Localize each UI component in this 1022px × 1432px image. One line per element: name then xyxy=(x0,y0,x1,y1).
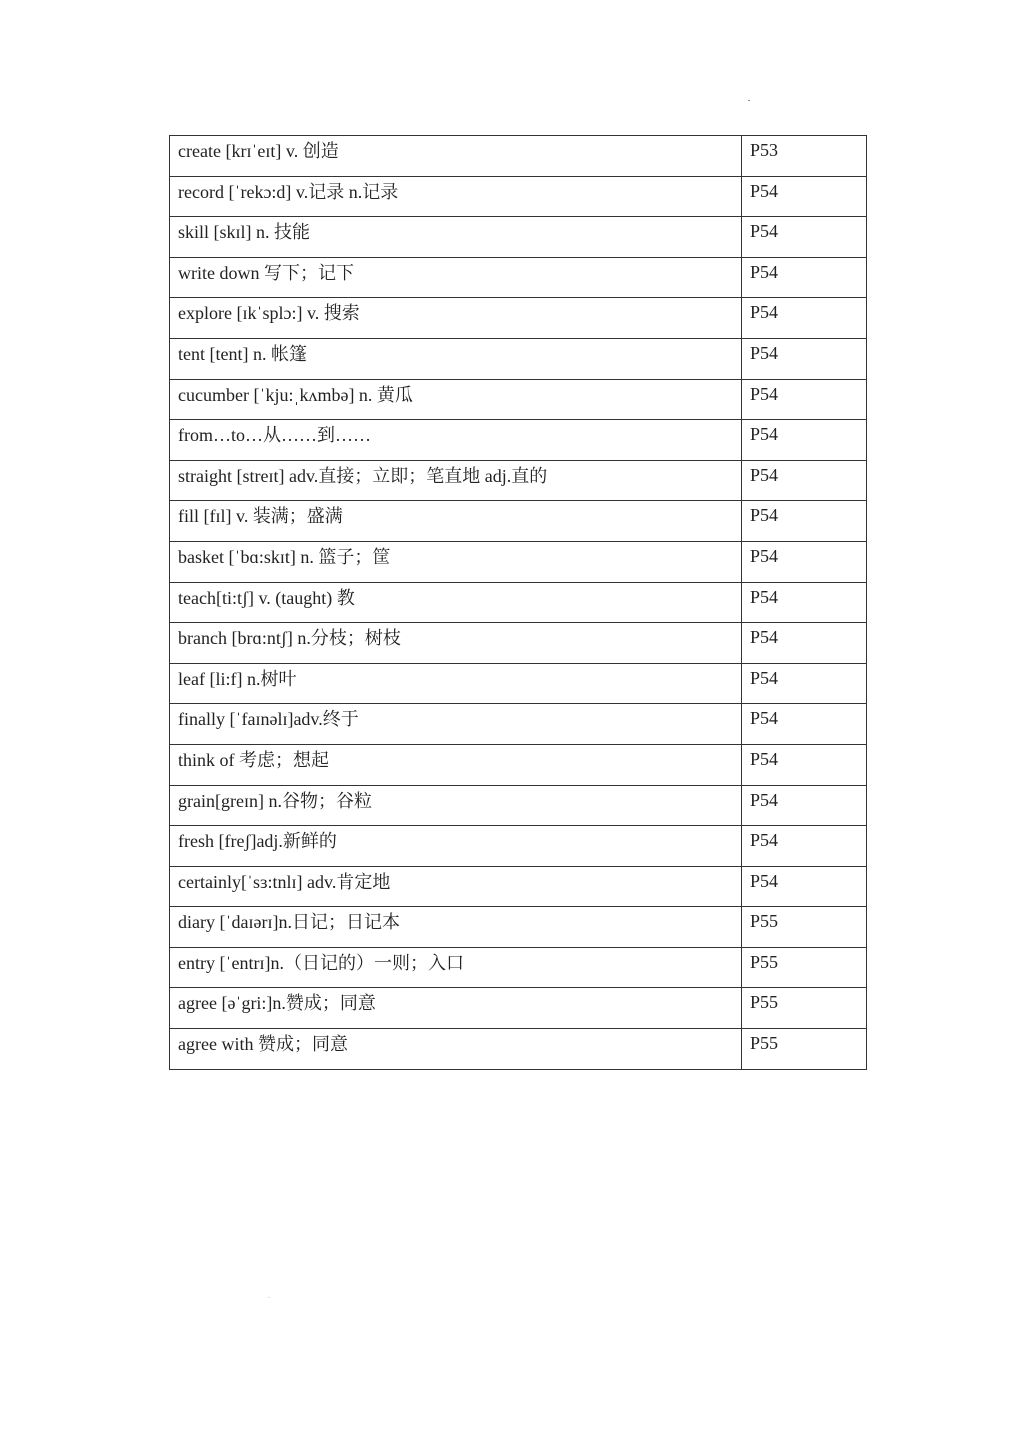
page-reference: P54 xyxy=(742,704,867,745)
page-reference: P55 xyxy=(742,1029,867,1070)
table-row xyxy=(170,663,867,704)
table-row xyxy=(170,338,867,379)
vocabulary-entry: fill [fɪl] v. 装满；盛满 xyxy=(170,501,742,542)
page-reference: P54 xyxy=(742,217,867,258)
page-reference: P54 xyxy=(742,420,867,461)
table-row xyxy=(170,826,867,867)
page-reference: P54 xyxy=(742,663,867,704)
vocabulary-entry: tent [tent] n. 帐篷 xyxy=(170,338,742,379)
vocabulary-entry: cucumber [ˈkju:ˌkʌmbə] n. 黄瓜 xyxy=(170,379,742,420)
table-row xyxy=(170,541,867,582)
vocabulary-entry: basket [ˈbɑ:skɪt] n. 篮子；筐 xyxy=(170,541,742,582)
vocabulary-entry: agree with 赞成；同意 xyxy=(170,1029,742,1070)
vocabulary-entry: fresh [freʃ]adj.新鲜的 xyxy=(170,826,742,867)
table-row xyxy=(170,136,867,177)
vocabulary-entry: think of 考虑；想起 xyxy=(170,744,742,785)
page-reference: P54 xyxy=(742,623,867,664)
vocabulary-entry: certainly[ˈsɜ:tnlɪ] adv.肯定地 xyxy=(170,866,742,907)
table-row xyxy=(170,582,867,623)
table-row xyxy=(170,1029,867,1070)
table-row xyxy=(170,744,867,785)
page-reference: P54 xyxy=(742,744,867,785)
table-row xyxy=(170,623,867,664)
vocabulary-entry: straight [streɪt] adv.直接；立即；笔直地 adj.直的 xyxy=(170,460,742,501)
table-row xyxy=(170,257,867,298)
vocabulary-entry: branch [brɑ:ntʃ] n.分枝；树枝 xyxy=(170,623,742,664)
page-reference: P54 xyxy=(742,176,867,217)
page-reference: P54 xyxy=(742,826,867,867)
page-reference: P54 xyxy=(742,866,867,907)
page-reference: P54 xyxy=(742,338,867,379)
page-reference: P54 xyxy=(742,460,867,501)
table-row xyxy=(170,704,867,745)
page-mark xyxy=(748,100,750,101)
page-reference: P54 xyxy=(742,379,867,420)
table-row xyxy=(170,866,867,907)
vocabulary-entry: create [krɪˈeɪt] v. 创造 xyxy=(170,136,742,177)
page-reference: P54 xyxy=(742,257,867,298)
table-row xyxy=(170,988,867,1029)
table-row xyxy=(170,176,867,217)
table-row xyxy=(170,947,867,988)
table-row xyxy=(170,298,867,339)
table-row xyxy=(170,420,867,461)
page-reference: P55 xyxy=(742,947,867,988)
vocabulary-entry: explore [ɪkˈsplɔ:] v. 搜索 xyxy=(170,298,742,339)
vocabulary-entry: from…to…从……到…… xyxy=(170,420,742,461)
vocabulary-entry: teach[ti:tʃ] v. (taught) 教 xyxy=(170,582,742,623)
table-row xyxy=(170,460,867,501)
table-row xyxy=(170,785,867,826)
vocabulary-entry: agree [əˈgri:]n.赞成；同意 xyxy=(170,988,742,1029)
page-reference: P55 xyxy=(742,907,867,948)
table-row xyxy=(170,217,867,258)
page-reference: P54 xyxy=(742,501,867,542)
vocabulary-entry: finally [ˈfaɪnəlɪ]adv.终于 xyxy=(170,704,742,745)
page-reference: P55 xyxy=(742,988,867,1029)
vocabulary-entry: diary [ˈdaɪərɪ]n.日记；日记本 xyxy=(170,907,742,948)
vocabulary-entry: grain[greɪn] n.谷物；谷粒 xyxy=(170,785,742,826)
vocabulary-table xyxy=(169,135,867,1070)
vocabulary-entry: skill [skɪl] n. 技能 xyxy=(170,217,742,258)
page-mark xyxy=(268,1297,270,1298)
table-row xyxy=(170,907,867,948)
vocabulary-entry: record [ˈrekɔ:d] v.记录 n.记录 xyxy=(170,176,742,217)
vocabulary-table-body xyxy=(170,136,867,1070)
page-reference: P53 xyxy=(742,136,867,177)
page-reference: P54 xyxy=(742,582,867,623)
table-row xyxy=(170,379,867,420)
page-reference: P54 xyxy=(742,541,867,582)
vocabulary-entry: entry [ˈentrɪ]n.（日记的）一则；入口 xyxy=(170,947,742,988)
vocabulary-entry: leaf [li:f] n.树叶 xyxy=(170,663,742,704)
page-reference: P54 xyxy=(742,785,867,826)
vocabulary-entry: write down 写下；记下 xyxy=(170,257,742,298)
table-row xyxy=(170,501,867,542)
page-reference: P54 xyxy=(742,298,867,339)
